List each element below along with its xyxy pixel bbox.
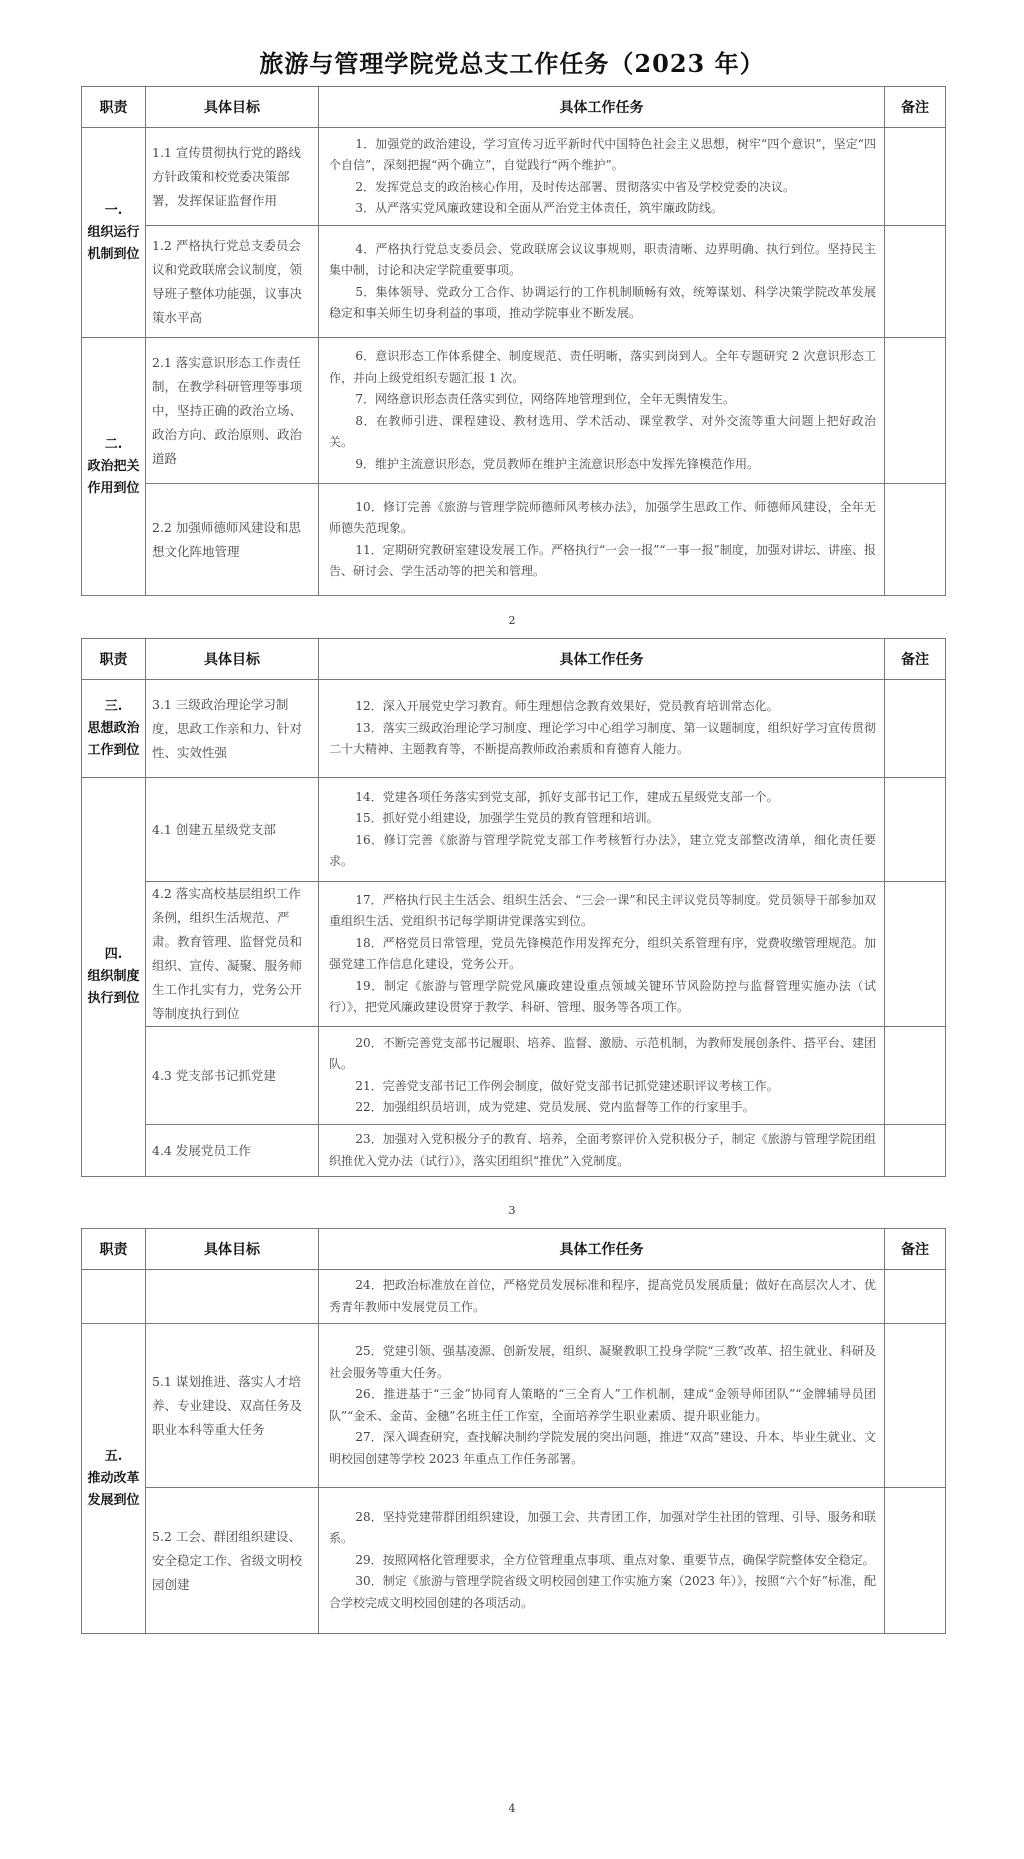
- goal-cell: 5.2 工会、群团组织建设、安全稳定工作、省级文明校园创建: [146, 1488, 319, 1634]
- duty-cell: [82, 1270, 146, 1324]
- header-task: 具体工作任务: [319, 87, 885, 128]
- note-cell: [885, 484, 946, 596]
- header-duty: 职责: [82, 1229, 146, 1270]
- note-cell: [885, 882, 946, 1027]
- note-cell: [885, 1324, 946, 1488]
- goal-cell: 4.3 党支部书记抓党建: [146, 1027, 319, 1125]
- duty-label: 组织运行: [87, 224, 140, 240]
- duty-label: 思想政治: [87, 720, 140, 736]
- table-header-row: [82, 1229, 946, 1270]
- task-item: 14．党建各项任务落实到党支部，抓好支部书记工作，建成五星级党支部一个。: [355, 789, 779, 804]
- duty-cell: [82, 1324, 146, 1634]
- note-cell: [885, 680, 946, 778]
- table-row: [82, 128, 946, 226]
- goal-cell: 1.2 严格执行党总支委员会议和党政联席会议制度，领导班子整体功能强，议事决策水平高: [146, 226, 319, 338]
- task-cell: [319, 338, 885, 484]
- task-item: 17．严格执行民主生活会、组织生活会、“三会一课”和民主评议党员等制度。党员领导干部参加双重组织生活、党组织书记每学期讲党课落实到位。: [329, 892, 876, 928]
- header-note: 备注: [885, 1229, 946, 1270]
- table-row: [82, 1125, 946, 1177]
- duty-number: 一.: [104, 202, 123, 218]
- task-item: 27．深入调查研究，查找解决制约学院发展的突出问题，推进“双高”建设、升本、毕业生就业、文明校园创建等学校 2023 年重点工作任务部署。: [329, 1430, 876, 1466]
- page-number: 2: [508, 614, 516, 627]
- table-row: [82, 882, 946, 1027]
- header-task: 具体工作任务: [319, 1229, 885, 1270]
- task-item: 22．加强组织员培训，成为党建、党员发展、党内监督等工作的行家里手。: [355, 1100, 755, 1114]
- table-header-row: [82, 639, 946, 680]
- task-item: 5．集体领导、党政分工合作、协调运行的工作机制顺畅有效，统筹谋划、科学决策学院改革发展稳定和事关师生切身利益的事项，推动学院事业不断发展。: [329, 284, 876, 320]
- duty-cell: [82, 680, 146, 778]
- table-row: [82, 338, 946, 484]
- duty-label: 发展到位: [87, 1492, 140, 1508]
- task-cell: [319, 1125, 885, 1177]
- task-item: 29．按照网格化管理要求，全方位管理重点事项、重点对象、重要节点，确保学院整体安全稳定。: [355, 1552, 875, 1567]
- page-number: 4: [508, 1802, 516, 1815]
- duty-label: 作用到位: [87, 480, 140, 496]
- page-number: 3: [508, 1204, 516, 1217]
- goal-cell: 2.2 加强师德师风建设和思想文化阵地管理: [146, 484, 319, 596]
- header-task: 具体工作任务: [319, 639, 885, 680]
- note-cell: [885, 1270, 946, 1324]
- duty-label: 政治把关: [87, 458, 140, 474]
- task-item: 6．意识形态工作体系健全、制度规范、责任明晰，落实到岗到人。全年专题研究 2 次意识形态工作，并向上级党组织专题汇报 1 次。: [329, 349, 876, 385]
- task-cell: [319, 680, 885, 778]
- duty-cell: [82, 128, 146, 338]
- duty-number: 三.: [104, 698, 123, 714]
- duty-label: 执行到位: [87, 991, 140, 1006]
- table-row: [82, 778, 946, 882]
- duty-number: 四.: [104, 947, 123, 962]
- note-cell: [885, 128, 946, 226]
- page-title: 旅游与管理学院党总支工作任务（2023 年）: [259, 49, 765, 78]
- table-row: [82, 484, 946, 596]
- task-cell: [319, 1324, 885, 1488]
- task-item: 9．维护主流意识形态，党员教师在维护主流意识形态中发挥先锋模范作用。: [355, 456, 760, 471]
- task-item: 1．加强党的政治建设，学习宣传习近平新时代中国特色社会主义思想，树牢“四个意识”，坚定“四个自信”，深刻把握“两个确立”，自觉践行“两个维护”。: [329, 136, 876, 172]
- header-duty: 职责: [82, 87, 146, 128]
- table-row: [82, 1324, 946, 1488]
- task-item: 21．完善党支部书记工作例会制度，做好党支部书记抓党建述职评议考核工作。: [355, 1078, 779, 1093]
- task-cell: [319, 128, 885, 226]
- task-item: 10．修订完善《旅游与管理学院师德师风考核办法》，加强学生思政工作、师德师风建设，全年无师德失范现象。: [329, 499, 876, 535]
- goal-cell: 3.1 三级政治理论学习制度，思政工作亲和力、针对性、实效性强: [146, 680, 319, 778]
- task-item: 3．从严落实党风廉政建设和全面从严治党主体责任，筑牢廉政防线。: [355, 201, 724, 215]
- task-table-part-3: [81, 1228, 946, 1634]
- goal-cell: 4.2 落实高校基层组织工作条例，组织生活规范、严肃。教育管理、监督党员和组织、宣传、凝聚、服务师生工作扎实有力，党务公开等制度执行到位: [146, 882, 319, 1027]
- header-note: 备注: [885, 87, 946, 128]
- task-item: 24．把政治标准放在首位，严格党员发展标准和程序，提高党员发展质量；做好在高层次人才、优秀青年教师中发展党员工作。: [329, 1278, 876, 1314]
- task-item: 28．坚持党建带群团组织建设，加强工会、共青团工作，加强对学生社团的管理、引导、服务和联系。: [329, 1509, 876, 1546]
- task-item: 13．落实三级政治理论学习制度、理论学习中心组学习制度、第一议题制度，组织好学习宣传贯彻二十大精神、主题教育等，不断提高教师政治素质和育德育人能力。: [329, 720, 876, 757]
- task-item: 25．党建引领、强基凌源、创新发展，组织、凝聚教职工投身学院“三教”改革、招生就业、科研及社会服务等重大任务。: [329, 1344, 876, 1380]
- task-table-part-1: [81, 86, 946, 596]
- header-goal: 具体目标: [146, 1229, 319, 1270]
- table-row: [82, 226, 946, 338]
- duty-number: 五.: [104, 1448, 123, 1464]
- task-cell: [319, 1488, 885, 1634]
- duty-label: 推动改革: [87, 1470, 140, 1486]
- task-item: 18．严格党员日常管理，党员先锋模范作用发挥充分，组织关系管理有序，党费收缴管理规范。加强党建工作信息化建设，党务公开。: [329, 935, 876, 971]
- task-cell: [319, 882, 885, 1027]
- task-item: 12．深入开展党史学习教育。师生理想信念教育效果好，党员教育培训常态化。: [355, 699, 779, 714]
- duty-label: 机制到位: [87, 246, 140, 262]
- goal-cell: 1.1 宣传贯彻执行党的路线方针政策和校党委决策部署，发挥保证监督作用: [146, 128, 319, 226]
- note-cell: [885, 226, 946, 338]
- task-item: 20．不断完善党支部书记履职、培养、监督、激励、示范机制，为教师发展创条件、搭平台、建团队。: [329, 1035, 876, 1071]
- task-item: 16．修订完善《旅游与管理学院党支部工作考核暂行办法》，建立党支部整改清单，细化责任要求。: [329, 832, 876, 868]
- task-cell: [319, 1270, 885, 1324]
- header-goal: 具体目标: [146, 87, 319, 128]
- note-cell: [885, 1027, 946, 1125]
- task-cell: [319, 1027, 885, 1125]
- table-row: [82, 680, 946, 778]
- table-row: [82, 1488, 946, 1634]
- task-item: 30．制定《旅游与管理学院省级文明校园创建工作实施方案（2023 年）》，按照“六个好”标准，配合学校完成文明校园创建的各项活动。: [329, 1574, 876, 1610]
- task-cell: [319, 484, 885, 596]
- task-item: 4．严格执行党总支委员会、党政联席会议议事规则，职责清晰、边界明确、执行到位。坚持民主集中制，讨论和决定学院重要事项。: [329, 241, 876, 277]
- header-note: 备注: [885, 639, 946, 680]
- goal-cell: 4.4 发展党员工作: [146, 1125, 319, 1177]
- goal-cell: [146, 1270, 319, 1324]
- table-row: [82, 1027, 946, 1125]
- task-item: 2．发挥党总支的政治核心作用，及时传达部署、贯彻落实中省及学校党委的决议。: [355, 179, 796, 194]
- duty-cell: [82, 778, 146, 1177]
- note-cell: [885, 778, 946, 882]
- note-cell: [885, 338, 946, 484]
- task-cell: [319, 778, 885, 882]
- goal-cell: 5.1 谋划推进、落实人才培养、专业建设、双高任务及职业本科等重大任务: [146, 1324, 319, 1488]
- duty-cell: [82, 338, 146, 596]
- task-item: 7．网络意识形态责任落实到位，网络阵地管理到位，全年无舆情发生。: [355, 392, 736, 406]
- goal-cell: 2.1 落实意识形态工作责任制，在教学科研管理等事项中，坚持正确的政治立场、政治方向、政治原则、政治道路: [146, 338, 319, 484]
- task-item: 15．抓好党小组建设，加强学生党员的教育管理和培训。: [355, 811, 659, 825]
- note-cell: [885, 1125, 946, 1177]
- duty-number: 二.: [104, 436, 123, 452]
- duty-label: 工作到位: [87, 742, 140, 758]
- task-table-part-2: [81, 638, 946, 1177]
- table-header-row: [82, 87, 946, 128]
- task-item: 11．定期研究教研室建设发展工作。严格执行“一会一报”“一事一报”制度，加强对讲坛、讲座、报告、研讨会、学生活动等的把关和管理。: [329, 542, 876, 578]
- task-cell: [319, 226, 885, 338]
- task-item: 26．推进基于“三金”协同育人策略的“三全育人”工作机制，建成“金领导师团队”“金牌辅导员团队”“金禾、金苗、金穗”名班主任工作室，全面培养学生职业素质、提升职业能力。: [329, 1387, 876, 1423]
- goal-cell: 4.1 创建五星级党支部: [146, 778, 319, 882]
- header-duty: 职责: [82, 639, 146, 680]
- table-row: [82, 1270, 946, 1324]
- duty-label: 组织制度: [87, 969, 140, 984]
- task-item: 8．在教师引进、课程建设、教材选用、学术活动、课堂教学、对外交流等重大问题上把好政治关。: [329, 413, 876, 449]
- task-item: 19．制定《旅游与管理学院党风廉政建设重点领域关键环节风险防控与监督管理实施办法（试行）》，把党风廉政建设贯穿于教学、科研、管理、服务等各项工作。: [329, 978, 876, 1014]
- header-goal: 具体目标: [146, 639, 319, 680]
- task-item: 23．加强对入党积极分子的教育、培养，全面考察评价入党积极分子，制定《旅游与管理学院团组织推优入党办法（试行）》，落实团组织“推优”入党制度。: [329, 1132, 876, 1168]
- note-cell: [885, 1488, 946, 1634]
